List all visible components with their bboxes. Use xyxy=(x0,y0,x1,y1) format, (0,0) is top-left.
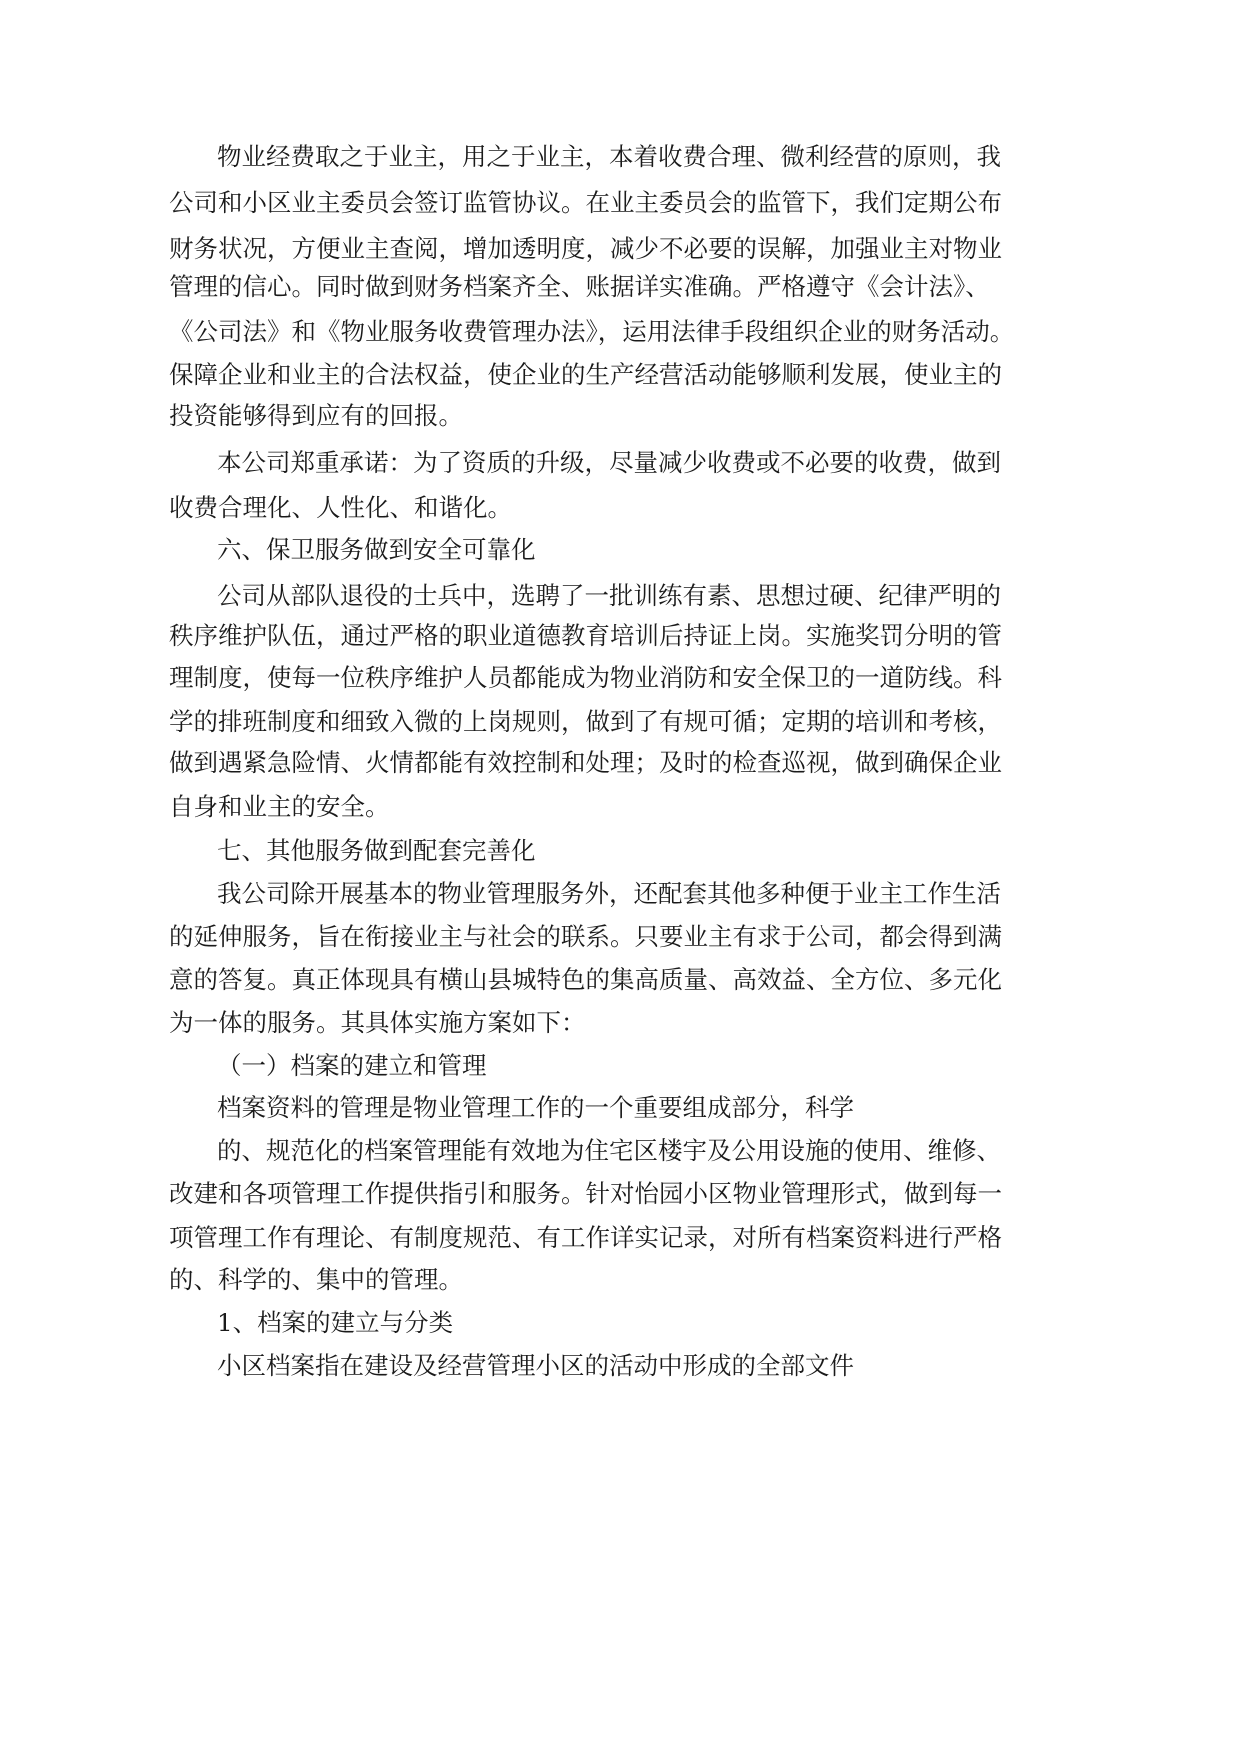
paragraph-line: 的延伸服务，旨在衔接业主与社会的联系。只要业主有求于公司，都会得到满 xyxy=(169,922,1002,951)
paragraph-line: 为一体的服务。其具体实施方案如下： xyxy=(169,1008,586,1037)
paragraph-line: 档案资料的管理是物业管理工作的一个重要组成部分，科学 xyxy=(217,1093,854,1122)
subsection-heading: （一）档案的建立和管理 xyxy=(217,1051,487,1080)
paragraph-line: 理制度，使每一位秩序维护人员都能成为物业消防和安全保卫的一道防线。科 xyxy=(169,663,1002,692)
paragraph-line: 本公司郑重承诺：为了资质的升级，尽量减少收费或不必要的收费，做到 xyxy=(217,448,1001,477)
paragraph-line: 的、科学的、集中的管理。 xyxy=(169,1265,463,1294)
paragraph-line: 自身和业主的安全。 xyxy=(169,792,390,821)
paragraph-line: 学的排班制度和细致入微的上岗规则，做到了有规可循；定期的培训和考核， xyxy=(169,707,1002,736)
section-heading: 六、保卫服务做到安全可靠化 xyxy=(217,535,536,564)
paragraph-line: 保障企业和业主的合法权益，使企业的生产经营活动能够顺利发展，使业主的 xyxy=(169,360,1002,389)
paragraph-line: 《公司法》和《物业服务收费管理办法》，运用法律手段组织企业的财务活动。 xyxy=(169,317,1015,346)
paragraph-line: 意的答复。真正体现具有横山县城特色的集高质量、高效益、全方位、多元化 xyxy=(169,965,1002,994)
paragraph-line: 公司从部队退役的士兵中，选聘了一批训练有素、思想过硬、纪律严明的 xyxy=(217,581,1001,610)
paragraph-line: 项管理工作有理论、有制度规范、有工作详实记录，对所有档案资料进行严格 xyxy=(169,1223,1002,1252)
paragraph-line: 财务状况，方便业主查阅，增加透明度，减少不必要的误解，加强业主对物业 xyxy=(169,234,1002,263)
paragraph-line: 做到遇紧急险情、火情都能有效控制和处理；及时的检查巡视，做到确保企业 xyxy=(169,748,1002,777)
subsection-heading: 1、档案的建立与分类 xyxy=(217,1308,454,1337)
paragraph-line: 我公司除开展基本的物业管理服务外，还配套其他多种便于业主工作生活 xyxy=(217,879,1001,908)
paragraph-line: 公司和小区业主委员会签订监管协议。在业主委员会的监管下，我们定期公布 xyxy=(169,188,1002,217)
paragraph-line: 秩序维护队伍，通过严格的职业道德教育培训后持证上岗。实施奖罚分明的管 xyxy=(169,621,1002,650)
paragraph-line: 投资能够得到应有的回报。 xyxy=(169,401,463,430)
paragraph-line: 改建和各项管理工作提供指引和服务。针对怡园小区物业管理形式，做到每一 xyxy=(169,1179,1002,1208)
paragraph-line: 物业经费取之于业主，用之于业主，本着收费合理、微利经营的原则，我 xyxy=(217,142,1001,171)
paragraph-line: 小区档案指在建设及经营管理小区的活动中形成的全部文件 xyxy=(217,1351,854,1380)
paragraph-line: 的、规范化的档案管理能有效地为住宅区楼宇及公用设施的使用、维修、 xyxy=(217,1136,1001,1165)
paragraph-line: 管理的信心。同时做到财务档案齐全、账据详实准确。严格遵守《会计法》、 xyxy=(169,272,990,301)
section-heading: 七、其他服务做到配套完善化 xyxy=(217,836,536,865)
paragraph-line: 收费合理化、人性化、和谐化。 xyxy=(169,493,512,522)
